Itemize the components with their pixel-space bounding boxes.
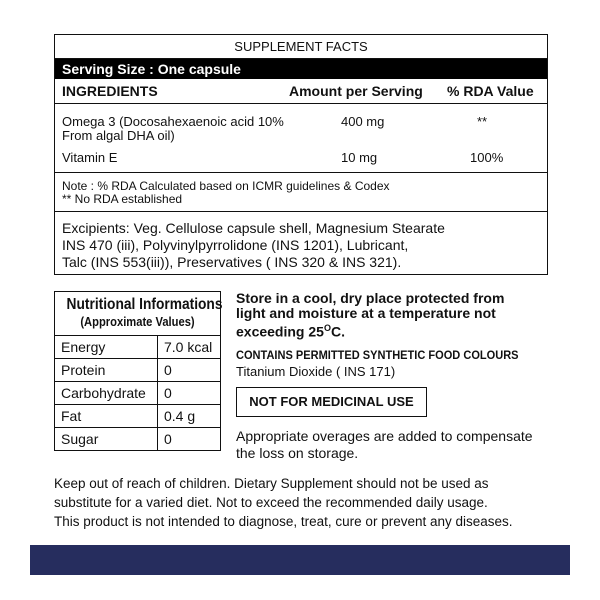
disclaimer-line: This product is not intended to diagnose, treat, cure or prevent any diseases. (54, 514, 513, 529)
overages-note (236, 428, 566, 462)
storage-line (236, 321, 536, 340)
storage-line: light and moisture at a temperature not (236, 305, 496, 321)
storage-temp-unit: C. (330, 323, 345, 340)
ingredient-name: Omega 3 (Docosahexaenoic acid 10% (62, 114, 284, 129)
bottom-color-band (30, 545, 570, 575)
overages-line: Appropriate overages are added to compensate (236, 428, 533, 444)
storage-line: Store in a cool, dry place protected from (236, 290, 505, 306)
storage-instructions (236, 291, 536, 340)
disclaimer-line: substitute for a varied diet. Not to exceed the recommended daily usage. (54, 495, 488, 510)
divider (55, 211, 547, 212)
ingredient-amount: 10 mg (341, 150, 378, 165)
serving-size-bar: Serving Size : One capsule (55, 59, 547, 79)
excipients-line: Excipients: Veg. Cellulose capsule shell, Magnesium Stearate (62, 220, 445, 236)
not-for-medicinal-use-box: NOT FOR MEDICINAL USE (236, 387, 427, 417)
nutrient-value: 7.0 kcal (164, 339, 213, 355)
disclaimer-line: Keep out of reach of children. Dietary Supplement should not be used as (54, 476, 489, 491)
supplement-facts-panel (54, 34, 548, 275)
nutrition-subtitle: (Approximate Values) (80, 314, 195, 329)
nutrient-label: Sugar (55, 428, 158, 451)
table-row (55, 405, 220, 428)
degree-mark: O (323, 323, 331, 333)
disclaimer-text (54, 474, 574, 531)
nutrition-table (54, 291, 221, 451)
ingredient-rda: ** (477, 114, 488, 129)
excipients-line: INS 470 (iii), Polyvinylpyrrolidone (INS 1201), Lubricant, (62, 237, 409, 253)
table-row (55, 382, 220, 405)
nutrient-value: 0.4 g (158, 405, 221, 428)
nutrient-label: Energy (55, 336, 158, 359)
ingredient-amount: 400 mg (341, 114, 385, 129)
colours-heading: CONTAINS PERMITTED SYNTHETIC FOOD COLOURS (236, 348, 519, 362)
nutrition-title: Nutritional Informations (66, 296, 223, 313)
overages-line: the loss on storage. (236, 445, 359, 461)
table-row (55, 359, 220, 382)
nutrient-value: 0 (158, 382, 221, 405)
supplement-facts-title: SUPPLEMENT FACTS (55, 35, 547, 59)
ingredients-header: INGREDIENTS (62, 83, 158, 99)
amount-header: Amount per Serving (289, 83, 423, 99)
divider (55, 172, 547, 173)
nutrient-value: 0 (158, 359, 221, 382)
nutrition-header (55, 292, 223, 336)
table-row (55, 336, 220, 359)
excipients-line: Talc (INS 553(iii)), Preservatives ( INS 320 & INS 321). (62, 254, 402, 270)
nutrient-value: 0 (158, 428, 221, 451)
no-rda-note: ** No RDA established (62, 192, 183, 206)
header-divider (55, 103, 547, 104)
colour-item: Titanium Dioxide ( INS 171) (236, 364, 396, 379)
nutrient-label: Protein (55, 359, 158, 382)
ingredient-name-cont: From algal DHA oil) (62, 128, 175, 143)
ingredient-name: Vitamin E (62, 150, 118, 165)
storage-temp-text: exceeding 25 (236, 323, 324, 340)
table-row (55, 428, 220, 451)
nutrition-rows (55, 336, 220, 450)
nutrient-label: Fat (55, 405, 158, 428)
rda-note: Note : % RDA Calculated based on ICMR guidelines & Codex (62, 179, 390, 193)
excipients-text (62, 220, 537, 271)
rda-header: % RDA Value (447, 83, 534, 99)
ingredient-rda: 100% (470, 150, 504, 165)
nutrient-label: Carbohydrate (55, 382, 158, 405)
